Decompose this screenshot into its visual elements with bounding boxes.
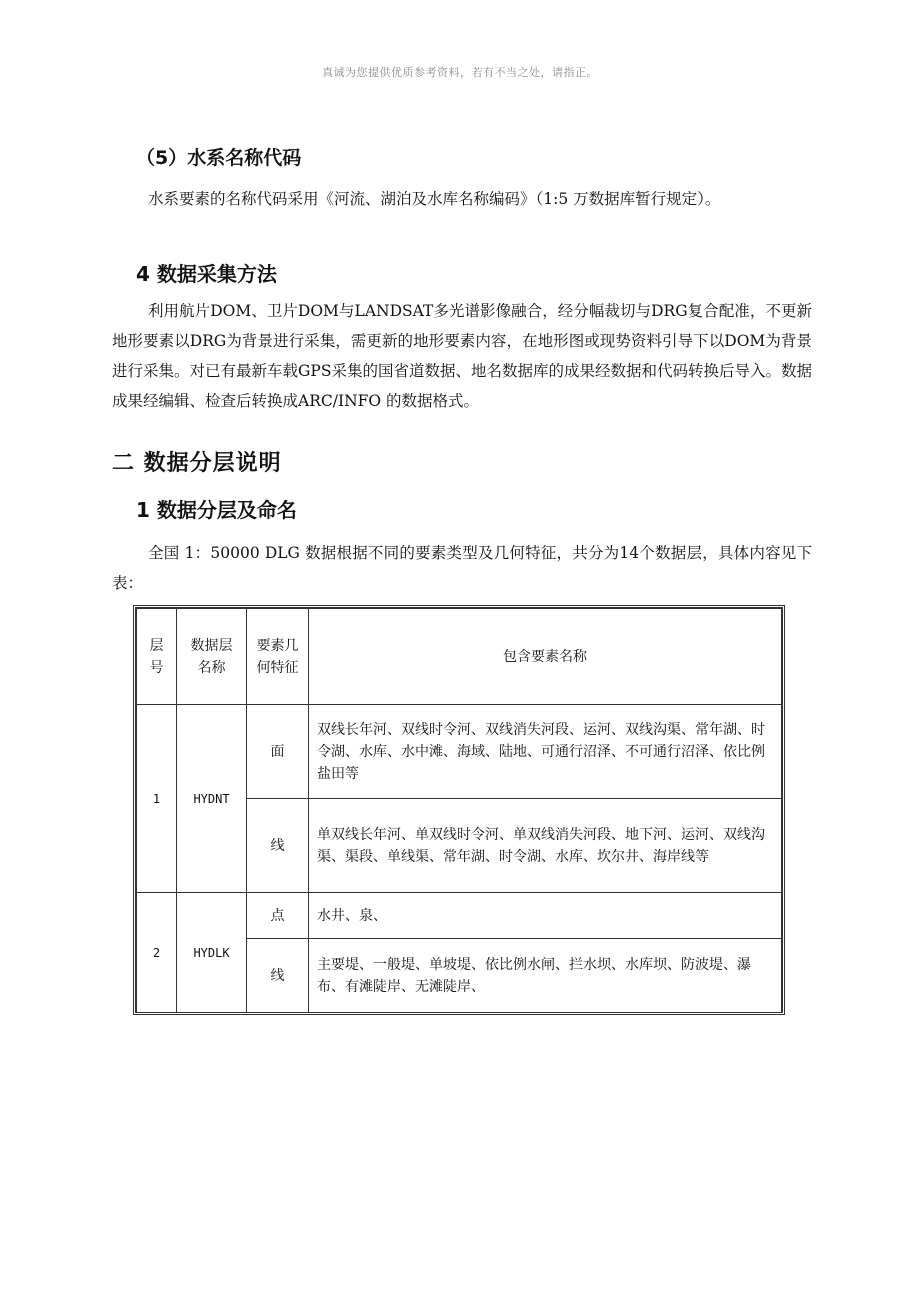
section-4-body: 利用航片DOM、卫片DOM与LANDSAT多光谱影像融合，经分幅裁切与DRG复合配准，不更新地形要素以DRG为背景进行采集，需更新的地形要素内容，在地形图或现势资料引导下以DOM为背景进行采集。对已有最新车载GPS采集的国省道数据、地名数据库的成果经数据和代码转换后导入。数据成果经编辑、检查后转换成ARC/INFO 的数据格式。 — [112, 302, 812, 410]
table-row — [137, 893, 782, 939]
geometry-cell: 线 — [247, 939, 309, 1013]
geometry-cell: 面 — [247, 705, 309, 799]
layer-table — [133, 605, 785, 1015]
content-cell: 单双线长年河、单双线时令河、单双线消失河段、地下河、运河、双线沟渠、渠段、单线渠、常年湖、时令湖、水库、坎尔井、海岸线等 — [309, 799, 782, 893]
content-cell: 水井、泉、 — [309, 893, 782, 939]
layer-table-grid — [136, 608, 782, 1013]
section-4-title: 4 数据采集方法 — [136, 262, 277, 286]
layer-no-cell: 1 — [137, 705, 177, 893]
section-5-body: 水系要素的名称代码采用《河流、湖泊及水库名称编码》（1:5 万数据库暂行规定）。 — [148, 190, 721, 208]
geometry-cell: 点 — [247, 893, 309, 939]
header-content: 包含要素名称 — [309, 609, 782, 705]
table-row — [137, 705, 782, 799]
section-5-title: （5）水系名称代码 — [136, 147, 302, 169]
header-layer-name: 数据层名称 — [177, 609, 247, 705]
header-geometry: 要素几何特征 — [247, 609, 309, 705]
layer-name-cell: HYDNT — [177, 705, 247, 893]
section-1-title: 1 数据分层及命名 — [136, 498, 297, 522]
layer-no-cell: 2 — [137, 893, 177, 1013]
content-cell: 主要堤、一般堤、单坡堤、依比例水闸、拦水坝、水库坝、防波堤、瀑布、有滩陡岸、无滩陡岸、 — [309, 939, 782, 1013]
section-1-body: 全国 1：50000 DLG 数据根据不同的要素类型及几何特征，共分为14个数据层，具体内容见下表： — [112, 544, 812, 592]
content-cell: 双线长年河、双线时令河、双线消失河段、运河、双线沟渠、常年湖、时令湖、水库、水中滩、海域、陆地、可通行沼泽、不可通行沼泽、依比例盐田等 — [309, 705, 782, 799]
header-layer-no: 层号 — [137, 609, 177, 705]
page-header-note: 真诚为您提供优质参考资料，若有不当之处，请指正。 — [322, 66, 598, 79]
geometry-cell: 线 — [247, 799, 309, 893]
layer-name-cell: HYDLK — [177, 893, 247, 1013]
chapter-2-title: 二 数据分层说明 — [112, 451, 282, 476]
table-header-row — [137, 609, 782, 705]
